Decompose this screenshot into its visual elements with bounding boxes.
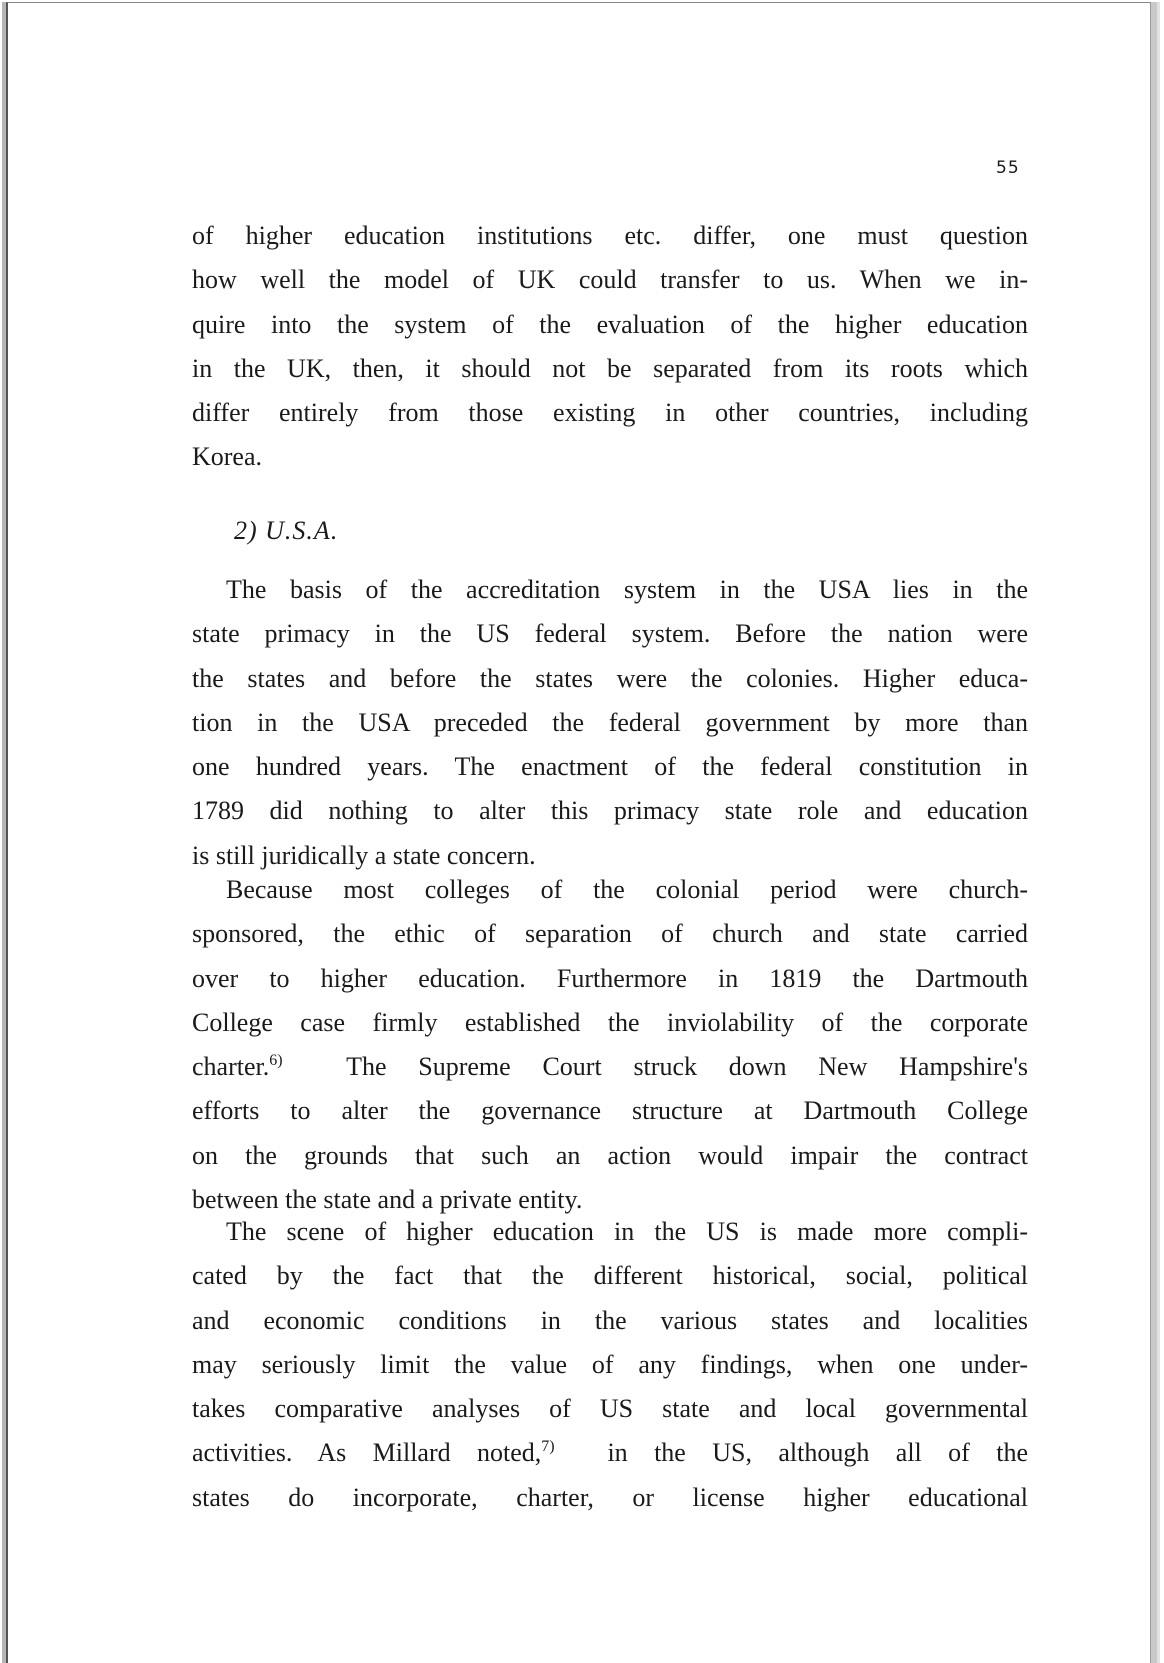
- text-line: how well the model of UK could transfer to us. When we in-: [192, 265, 1028, 295]
- text-line: College case firmly established the inviolability of the corporate: [192, 1007, 1028, 1037]
- text-line: efforts to alter the governance structure at Dartmouth College: [192, 1096, 1028, 1126]
- text-fragment: charter.: [192, 1052, 270, 1082]
- text-line: one hundred years. The enactment of the federal constitution in: [192, 752, 1028, 782]
- text-line: Because most colleges of the colonial period were church-: [226, 875, 1028, 904]
- text-line: differ entirely from those existing in other countries, including: [192, 398, 1028, 428]
- text-line: between the state and a private entity.: [192, 1185, 583, 1215]
- text-line: state primacy in the US federal system. Before the nation were: [192, 619, 1028, 649]
- text-fragment: The Supreme Court struck down New Hampshire's: [346, 1052, 1029, 1082]
- footnote-marker: 6): [269, 1052, 283, 1070]
- text-line: and economic conditions in the various states and localities: [192, 1305, 1028, 1335]
- text-line: over to higher education. Furthermore in 1819 the Dartmouth: [192, 963, 1028, 993]
- text-fragment: activities. As Millard noted,: [192, 1438, 542, 1468]
- paragraph-us-scene: [192, 1210, 1028, 1520]
- page-number: 55: [996, 158, 1020, 178]
- text-line: states do incorporate, charter, or license higher educational: [192, 1482, 1028, 1512]
- text-line: 1789 did nothing to alter this primacy state role and education: [192, 796, 1028, 826]
- text-line: is still juridically a state concern.: [192, 840, 536, 870]
- text-line: may seriously limit the value of any findings, when one under-: [192, 1349, 1028, 1379]
- footnote-marker: 7): [541, 1438, 555, 1456]
- paragraph-usa-basis: [192, 568, 1028, 878]
- text-line: quire into the system of the evaluation of the higher education: [192, 309, 1028, 339]
- paragraph-continuation: [192, 214, 1028, 480]
- text-line-with-footnote: [192, 1431, 1028, 1475]
- text-line: the states and before the states were the colonies. Higher educa-: [192, 663, 1028, 693]
- section-heading: 2) U.S.A.: [234, 516, 339, 545]
- text-line: The scene of higher education in the US is made more compli-: [226, 1217, 1028, 1246]
- text-line: The basis of the accreditation system in the USA lies in the: [226, 575, 1028, 604]
- text-line: cated by the fact that the different historical, social, political: [192, 1261, 1028, 1291]
- text-line: on the grounds that such an action would impair the contract: [192, 1140, 1028, 1170]
- text-line: sponsored, the ethic of separation of church and state carried: [192, 919, 1028, 949]
- text-line: in the UK, then, it should not be separated from its roots which: [192, 353, 1028, 383]
- text-fragment: in the US, although all of the: [607, 1438, 1028, 1468]
- text-line: of higher education institutions etc. differ, one must question: [192, 221, 1028, 250]
- text-line-with-footnote: [192, 1045, 1028, 1089]
- scanned-page: [6, 2, 1151, 1663]
- text-line: Korea.: [192, 442, 263, 472]
- text-line: tion in the USA preceded the federal government by more than: [192, 707, 1028, 737]
- paragraph-dartmouth: [192, 868, 1028, 1222]
- text-line: takes comparative analyses of US state and local governmental: [192, 1394, 1028, 1424]
